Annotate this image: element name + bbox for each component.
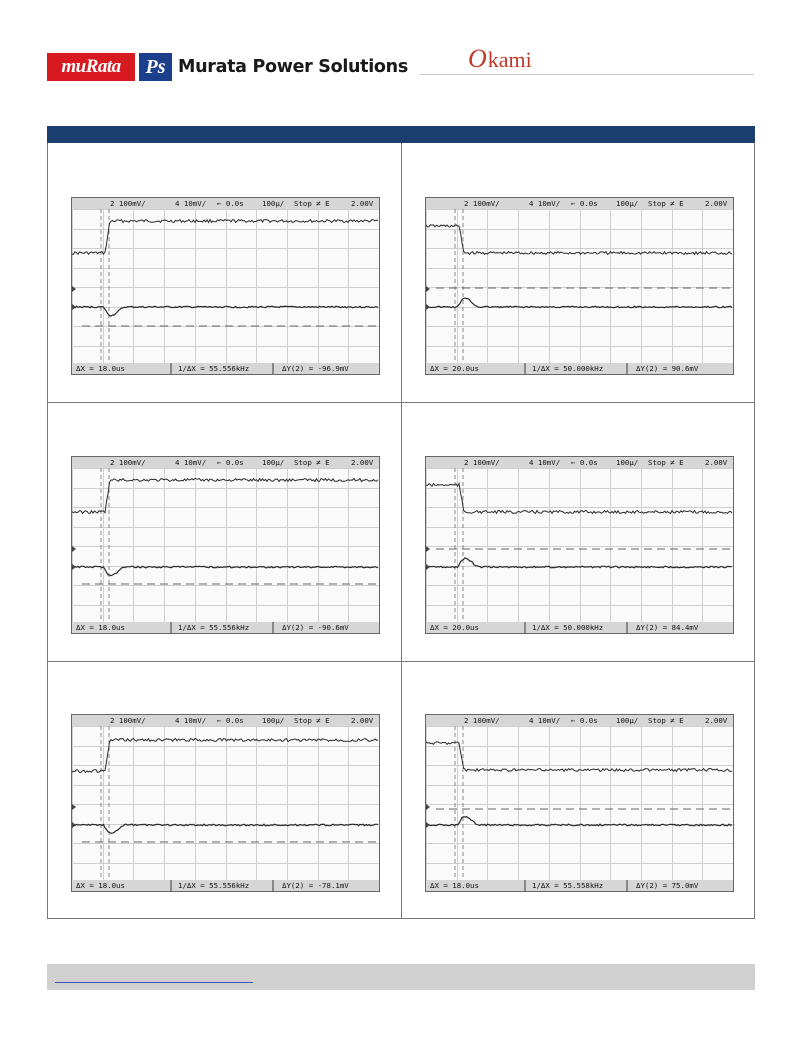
measurement-dx: ΔX = 20.0us bbox=[430, 623, 479, 632]
scope-trace-area bbox=[72, 468, 379, 624]
scope-status: Stop ≠ E bbox=[294, 199, 330, 208]
okami-logo bbox=[468, 44, 532, 74]
measurement-dx: ΔX = 18.0us bbox=[76, 364, 125, 373]
scope-trace-area bbox=[72, 209, 379, 365]
measurement-separator bbox=[626, 880, 628, 891]
grid-column-divider bbox=[401, 143, 402, 918]
scope-ch4: 4 10mV/ bbox=[529, 458, 561, 467]
scope-level: 2.00V bbox=[351, 199, 374, 208]
footer-link[interactable] bbox=[55, 982, 253, 983]
channel-marker-icon bbox=[426, 304, 430, 310]
scope-capture bbox=[425, 456, 734, 634]
company-name: Murata Power Solutions bbox=[178, 57, 408, 77]
scope-measurement-bar bbox=[72, 363, 379, 374]
header-rule bbox=[420, 74, 754, 75]
scope-trace-area bbox=[426, 209, 733, 365]
scope-status: Stop ≠ E bbox=[294, 716, 330, 725]
scope-measurement-bar bbox=[72, 880, 379, 891]
measurement-dy: ΔY(2) = 84.4mV bbox=[636, 623, 699, 632]
ps-badge: Ps bbox=[139, 53, 172, 81]
scope-timebase: 100µ/ bbox=[616, 716, 639, 725]
scope-ch2: 2 100mV/ bbox=[110, 458, 146, 467]
channel-marker-icon bbox=[72, 822, 76, 828]
channel-marker-icon bbox=[72, 564, 76, 570]
scope-status-bar bbox=[72, 457, 379, 468]
measurement-dy: ΔY(2) = 75.0mV bbox=[636, 881, 699, 890]
channel-2-trace bbox=[426, 484, 732, 514]
scope-ch2: 2 100mV/ bbox=[110, 199, 146, 208]
scope-ch2: 2 100mV/ bbox=[464, 716, 500, 725]
scope-trig-time: ← 0.0s bbox=[217, 458, 244, 467]
measurement-dx: ΔX = 20.0us bbox=[430, 364, 479, 373]
scope-measurement-bar bbox=[72, 622, 379, 633]
grid-row-divider bbox=[48, 661, 754, 662]
scope-ch2: 2 100mV/ bbox=[110, 716, 146, 725]
scope-status-bar bbox=[426, 198, 733, 209]
scope-capture bbox=[425, 197, 734, 375]
measurement-dy: ΔY(2) = -96.9mV bbox=[282, 364, 349, 373]
scope-status: Stop ≠ E bbox=[294, 458, 330, 467]
measurement-dy: ΔY(2) = 90.6mV bbox=[636, 364, 699, 373]
measurement-inv-dx: 1/ΔX = 55.558kHz bbox=[532, 881, 604, 890]
measurement-dy: ΔY(2) = -90.6mV bbox=[282, 623, 349, 632]
scope-ch2: 2 100mV/ bbox=[464, 199, 500, 208]
footer-bar bbox=[47, 964, 755, 990]
scope-status: Stop ≠ E bbox=[648, 458, 684, 467]
scope-ch4: 4 10mV/ bbox=[175, 716, 207, 725]
measurement-separator bbox=[170, 880, 172, 891]
scope-trace-area bbox=[426, 726, 733, 882]
measurement-separator bbox=[626, 363, 628, 374]
channel-4-trace bbox=[426, 298, 732, 308]
scope-timebase: 100µ/ bbox=[616, 199, 639, 208]
channel-2-trace bbox=[72, 479, 378, 514]
measurement-separator bbox=[524, 622, 526, 633]
measurement-dx: ΔX = 18.0us bbox=[76, 623, 125, 632]
scope-timebase: 100µ/ bbox=[262, 716, 285, 725]
scope-level: 2.00V bbox=[705, 199, 728, 208]
channel-4-trace bbox=[72, 824, 378, 833]
measurement-separator bbox=[626, 622, 628, 633]
scope-capture bbox=[71, 197, 380, 375]
measurement-separator bbox=[272, 363, 274, 374]
scope-ch4: 4 10mV/ bbox=[175, 458, 207, 467]
scope-ch4: 4 10mV/ bbox=[529, 716, 561, 725]
scope-status-bar bbox=[426, 457, 733, 468]
measurement-dy: ΔY(2) = -78.1mV bbox=[282, 881, 349, 890]
scope-level: 2.00V bbox=[351, 716, 374, 725]
scope-trig-time: ← 0.0s bbox=[217, 716, 244, 725]
scope-ch4: 4 10mV/ bbox=[529, 199, 561, 208]
measurement-inv-dx: 1/ΔX = 50.000kHz bbox=[532, 623, 604, 632]
scope-timebase: 100µ/ bbox=[262, 458, 285, 467]
scope-ch4: 4 10mV/ bbox=[175, 199, 207, 208]
scope-status: Stop ≠ E bbox=[648, 199, 684, 208]
channel-2-trace bbox=[72, 739, 378, 773]
measurement-separator bbox=[272, 880, 274, 891]
scope-level: 2.00V bbox=[705, 458, 728, 467]
scope-trig-time: ← 0.0s bbox=[217, 199, 244, 208]
scope-status: Stop ≠ E bbox=[648, 716, 684, 725]
measurement-inv-dx: 1/ΔX = 50.000kHz bbox=[532, 364, 604, 373]
channel-marker-icon bbox=[426, 822, 430, 828]
scope-measurement-bar bbox=[426, 880, 733, 891]
channel-marker-icon bbox=[72, 304, 76, 310]
measurement-separator bbox=[170, 363, 172, 374]
measurement-separator bbox=[524, 880, 526, 891]
measurement-separator bbox=[272, 622, 274, 633]
scope-measurement-bar bbox=[426, 622, 733, 633]
scope-status-bar bbox=[72, 715, 379, 726]
scope-capture bbox=[425, 714, 734, 892]
scope-trace-area bbox=[426, 468, 733, 624]
grid-row-divider bbox=[48, 402, 754, 403]
channel-marker-icon bbox=[426, 286, 430, 292]
section-title-band bbox=[47, 126, 755, 143]
channel-4-trace bbox=[72, 566, 378, 576]
measurement-inv-dx: 1/ΔX = 55.556kHz bbox=[178, 623, 250, 632]
okami-mark: O bbox=[468, 44, 487, 73]
scope-ch2: 2 100mV/ bbox=[464, 458, 500, 467]
murata-logo bbox=[47, 52, 408, 82]
scope-level: 2.00V bbox=[705, 716, 728, 725]
scope-measurement-bar bbox=[426, 363, 733, 374]
okami-wordmark: kami bbox=[487, 47, 532, 72]
channel-marker-icon bbox=[72, 286, 76, 292]
measurement-dx: ΔX = 18.0us bbox=[430, 881, 479, 890]
scope-timebase: 100µ/ bbox=[616, 458, 639, 467]
measurement-dx: ΔX = 18.0us bbox=[76, 881, 125, 890]
murata-wordmark: muRata bbox=[47, 53, 135, 81]
scope-trig-time: ← 0.0s bbox=[571, 199, 598, 208]
scope-capture bbox=[71, 714, 380, 892]
scope-timebase: 100µ/ bbox=[262, 199, 285, 208]
scope-level: 2.00V bbox=[351, 458, 374, 467]
measurement-inv-dx: 1/ΔX = 55.556kHz bbox=[178, 881, 250, 890]
measurement-inv-dx: 1/ΔX = 55.556kHz bbox=[178, 364, 250, 373]
measurement-separator bbox=[524, 363, 526, 374]
scope-trig-time: ← 0.0s bbox=[571, 458, 598, 467]
measurement-separator bbox=[170, 622, 172, 633]
channel-marker-icon bbox=[426, 564, 430, 570]
scope-status-bar bbox=[72, 198, 379, 209]
channel-2-trace bbox=[72, 220, 378, 255]
scope-status-bar bbox=[426, 715, 733, 726]
scope-trace-area bbox=[72, 726, 379, 882]
scope-capture bbox=[71, 456, 380, 634]
scope-trig-time: ← 0.0s bbox=[571, 716, 598, 725]
